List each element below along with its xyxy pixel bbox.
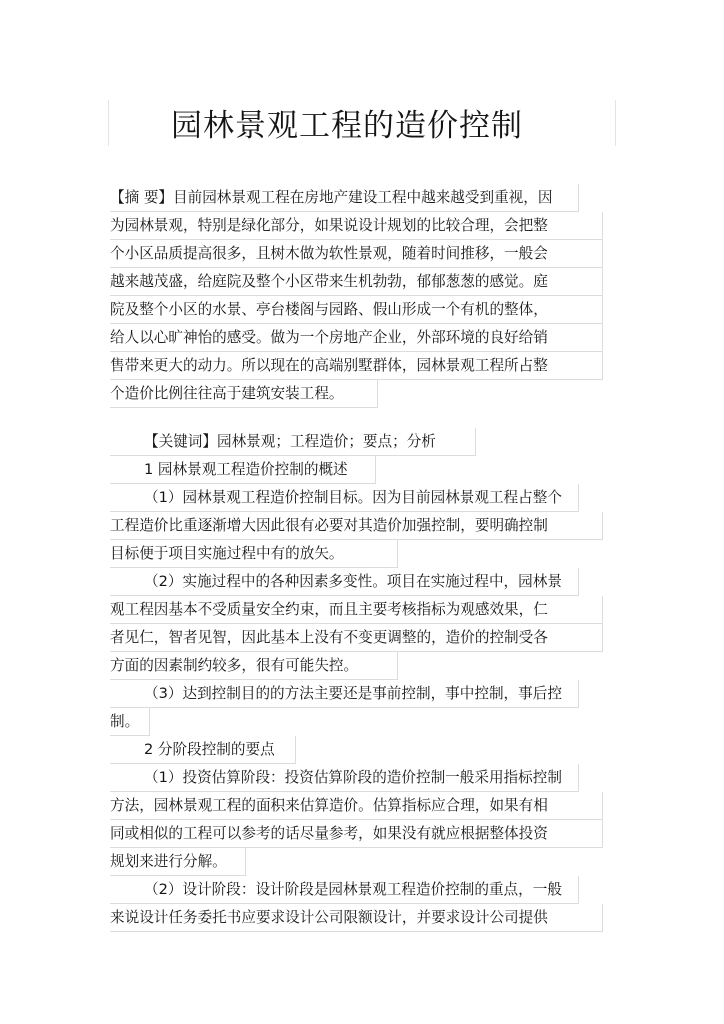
abstract-line: 售带来更大的动力。所以现在的高端别墅群体，园林景观工程所占整 [110,352,603,380]
paragraph-line: 方面的因素制约较多，很有可能失控。 [110,652,398,680]
paragraph-line: 目标便于项目实施过程中有的放矢。 [110,540,398,568]
abstract-line: 越来越茂盛，给庭院及整个小区带来生机勃勃，郁郁葱葱的感觉。庭 [110,268,603,296]
paragraph-line: 来说设计任务委托书应要求设计公司限额设计，并要求设计公司提供 [110,904,603,932]
section-heading: 1 园林景观工程造价控制的概述 [110,456,376,484]
abstract-line: 院及整个小区的水景、亭台楼阁与园路、假山形成一个有机的整体， [110,296,603,324]
paragraph-line: （1）园林景观工程造价控制目标。因为目前园林景观工程占整个 [110,484,579,512]
paragraph-line: 同或相似的工程可以参考的话尽量参考，如果没有就应根据整体投资 [110,820,603,848]
paragraph-line: 制。 [110,708,150,736]
abstract-line: 给人以心旷神怡的感受。做为一个房地产企业，外部环境的良好给销 [110,324,603,352]
abstract-line: 个造价比例往往高于建筑安装工程。 [110,380,378,408]
section-heading: 2 分阶段控制的要点 [110,736,296,764]
paragraph-line: 者见仁，智者见智，因此基本上没有不变更调整的，造价的控制受各 [110,624,603,652]
paragraph-line: （3）达到控制目的的方法主要还是事前控制，事中控制，事后控 [110,680,579,708]
abstract-line: 为园林景观，特别是绿化部分，如果说设计规划的比较合理，会把整 [110,212,603,240]
document-title: 园林景观工程的造价控制 [171,108,523,144]
abstract-line: 【摘 要】目前园林景观工程在房地产建设工程中越来越受到重视，因 [110,184,579,212]
paragraph-line: 方法，园林景观工程的面积来估算造价。估算指标应合理，如果有相 [110,792,603,820]
abstract-line: 个小区品质提高很多，且树木做为软性景观，随着时间推移，一般会 [110,240,603,268]
paragraph-line: 工程造价比重逐渐增大因此很有必要对其造价加强控制，要明确控制 [110,512,603,540]
paragraph-line: （1）投资估算阶段：投资估算阶段的造价控制一般采用指标控制 [110,764,579,792]
keywords-line: 【关键词】园林景观；工程造价；要点；分析 [110,428,476,456]
paragraph-line: （2）设计阶段：设计阶段是园林景观工程造价控制的重点，一般 [110,876,579,904]
paragraph-line: （2）实施过程中的各种因素多变性。项目在实施过程中，园林景 [110,568,579,596]
paragraph-line: 观工程因基本不受质量安全约束，而且主要考核指标为观感效果，仁 [110,596,603,624]
paragraph-line: 规划来进行分解。 [110,848,246,876]
